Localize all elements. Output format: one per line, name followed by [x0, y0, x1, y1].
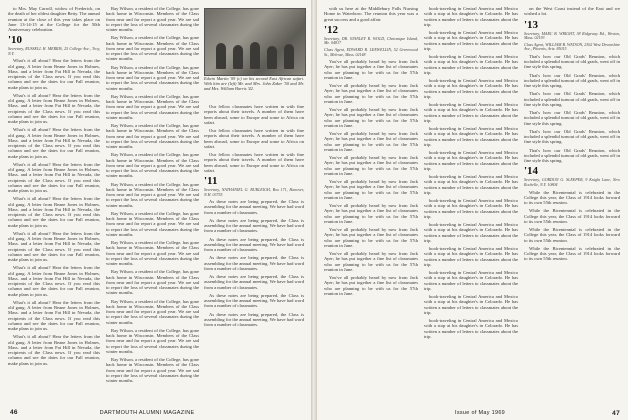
class-notes-intro: on the West Coast instead of the East and we wished a lot.	[524, 6, 620, 17]
right-column-1	[324, 6, 418, 402]
class-notes-body-repeat: book-traveling in Central America and Mexico with a stop at his daughter's in Colorado. He has written a number of letters to classmates about the trip.	[424, 222, 518, 243]
issue-date: Issue of May 1969	[455, 410, 506, 416]
class-notes-body-repeat: book-traveling in Central America and Mexico with a stop at his daughter's in Colorado. He has written a number of letters to classmates about the trip.	[424, 174, 518, 195]
class-notes-body-repeat: book-traveling in Central America and Mexico with a stop at his daughter's in Colorado. He has written a number of letters to classmates about the trip.	[424, 30, 518, 51]
class-notes-body: What's it all about? Hear the letters from the old gang. A letter from Beane Jones in Holmes, Mass. and a letter from Fat Hill in Nevada, the recipients of the Class news. If you read this column and see the dates for our Fall reunion, make plans to join us.	[8, 58, 100, 90]
class-notes-body-repeat: That's how our Old Grads' Reunion, which included a splendid turnout of old grads, went off in fine style this spring.	[524, 110, 620, 126]
class-notes-body-repeat: Ray Wilson, a resident of the College, has gone back home in Wisconsin. Members of the Class from near and far report a good year. We are sad to report the loss of several classmates during the winter months.	[106, 35, 199, 62]
class-notes-body-repeat: book-traveling in Central America and Mexico with a stop at his daughter's in Colorado. He has written a number of letters to classmates about the trip.	[424, 150, 518, 171]
class-notes-body: While the Bicentennial is celebrated in the College this year, the Class of 1914 looks forward to its own 55th reunion.	[524, 189, 620, 206]
class-notes-body-repeat: You've all probably heard by now from Jack Ayer; he has put together a fine list of classmates who are planning to be with us for the 57th reunion in June.	[324, 107, 418, 128]
class-notes-body-repeat: book-traveling in Central America and Mexico with a stop at his daughter's in Colorado. He has written a number of letters to classmates about the trip.	[424, 318, 518, 339]
class-notes-body-repeat: Ray Wilson, a resident of the College, has gone back home in Wisconsin. Members of the Class from near and far report a good year. We are sad to report the loss of several classmates during the winter months.	[106, 93, 199, 120]
class-notes-body-repeat: book-traveling in Central America and Mexico with a stop at his daughter's in Colorado. He has written a number of letters to classmates about the trip.	[424, 246, 518, 267]
right-page	[317, 0, 628, 420]
secretary-address: Secretary, RUSSELL H. MERRIS, 25 College Ave., Troy, N.Y.	[8, 46, 100, 56]
page-number: 47	[612, 410, 620, 417]
left-page-footer	[10, 409, 194, 416]
class-year-heading: '13	[524, 18, 539, 31]
class-notes-body-repeat: That's how our Old Grads' Reunion, which included a splendid turnout of old grads, went off in fine style this spring.	[524, 72, 620, 89]
class-notes-body-repeat: As these notes are being prepared, the Class is assembling for the annual meeting. We have had word from a number of classmates.	[204, 274, 304, 290]
class-notes-body-repeat: book-traveling in Central America and Mexico with a stop at his daughter's in Colorado. He has written a number of letters to classmates about the trip.	[424, 54, 518, 75]
left-column-1	[8, 6, 100, 402]
class-notes-body-repeat: You've all probably heard by now from Jack Ayer; he has put together a fine list of classmates who are planning to be with us for the 57th reunion in June.	[324, 251, 418, 272]
class-year-heading: '14	[524, 165, 539, 178]
class-notes-body-repeat: While the Bicentennial is celebrated in the College this year, the Class of 1914 looks forward to its own 55th reunion.	[524, 245, 620, 262]
class-notes-body-repeat: As these notes are being prepared, the Class is assembling for the annual meeting. We have had word from a number of classmates.	[204, 311, 304, 328]
class-notes-body: Our fellow classmates have written in with fine reports about their travels. A number of them have been abroad, some to Europe and some to Africa on safari.	[204, 104, 304, 125]
class-year-heading: '11	[204, 175, 218, 187]
class-notes-body-repeat: You've all probably heard by now from Jack Ayer; he has put together a fine list of classmates who are planning to be with us for the 57th reunion in June.	[324, 203, 418, 224]
class-notes-body: You've all probably heard by now from Jack Ayer; he has put together a fine list of classmates who are planning to be with us for the 57th reunion in June.	[324, 59, 418, 80]
class-notes-body-repeat: Ray Wilson, a resident of the College, has gone back home in Wisconsin. Members of the Class from near and far report a good year. We are sad to report the loss of several classmates during the winter months.	[106, 181, 199, 208]
class-notes-body-repeat: Our fellow classmates have written in with fine reports about their travels. A number of them have been abroad, some to Europe and some to Africa on safari.	[204, 128, 304, 149]
class-notes-body-repeat: Ray Wilson, a resident of the College, has gone back home in Wisconsin. Members of the Class from near and far report a good year. We are sad to report the loss of several classmates during the winter months.	[106, 210, 199, 237]
right-column-3	[524, 6, 620, 402]
class-agent-address: Class Agent, EDWARD B. LEEWELLIN, 52 Greenwood St., Melrose, Mass. 02148	[324, 46, 418, 57]
class-notes-body-repeat: Ray Wilson, a resident of the College, has gone back home in Wisconsin. Members of the Class from near and far report a good year. We are sad to report the loss of several classmates during the winter months.	[106, 64, 199, 91]
page-number: 46	[10, 409, 18, 416]
safari-photo	[204, 8, 306, 76]
right-column-2	[424, 6, 518, 402]
class-notes-body-repeat: What's it all about? Hear the letters from the old gang. A letter from Beane Jones in Holmes, Mass. and a letter from Fat Hill in Nevada, the recipients of the Class news. If you read this column and see the dates for our Fall reunion, make plans to join us.	[8, 334, 100, 366]
class-notes-body-repeat: What's it all about? Hear the letters from the old gang. A letter from Beane Jones in Holmes, Mass. and a letter from Fat Hill in Nevada, the recipients of the Class news. If you read this column and see the dates for our Fall reunion, make plans to join us.	[8, 196, 100, 228]
class-notes-body-repeat: Ray Wilson, a resident of the College, has gone back home in Wisconsin. Members of the Class from near and far report a good year. We are sad to report the loss of several classmates during the winter months.	[106, 152, 199, 179]
class-notes-body-repeat: What's it all about? Hear the letters from the old gang. A letter from Beane Jones in Holmes, Mass. and a letter from Fat Hill in Nevada, the recipients of the Class news. If you read this column and see the dates for our Fall reunion, make plans to join us.	[8, 92, 100, 125]
right-page-footer	[325, 410, 620, 416]
class-notes-body-repeat: While the Bicentennial is celebrated in the College this year, the Class of 1914 looks forward to its own 55th reunion.	[524, 227, 620, 243]
class-notes-body-repeat: Ray Wilson, a resident of the College, has gone back home in Wisconsin. Members of the Class from near and far report a good year. We are sad to report the loss of several classmates during the winter months.	[106, 269, 199, 296]
class-notes-body-repeat: What's it all about? Hear the letters from the old gang. A letter from Beane Jones in Holmes, Mass. and a letter from Fat Hill in Nevada, the recipients of the Class news. If you read this column and see the dates for our Fall reunion, make plans to join us.	[8, 161, 100, 194]
secretary-address: Secretary, NATHANIEL G. BURLEIGH, Box 171, Hanover, N.H. 03755	[204, 187, 304, 197]
class-notes-body-repeat: You've all probably heard by now from Jack Ayer; he has put together a fine list of classmates who are planning to be with us for the 57th reunion in June.	[324, 179, 418, 200]
class-notes-body-repeat: Our fellow classmates have written in with fine reports about their travels. A number of them have been abroad, some to Europe and some to Africa on safari.	[204, 152, 304, 173]
class-notes-body: That's how our Old Grads' Reunion, which included a splendid turnout of old grads, went off in fine style this spring.	[524, 53, 620, 70]
class-notes-body-repeat: That's how our Old Grads' Reunion, which included a splendid turnout of old grads, went off in fine style this spring.	[524, 91, 620, 107]
class-notes-body-repeat: As these notes are being prepared, the Class is assembling for the annual meeting. We have had word from a number of classmates.	[204, 236, 304, 253]
left-column-3	[204, 104, 304, 402]
class-notes-body-repeat: What's it all about? Hear the letters from the old gang. A letter from Beane Jones in Holmes, Mass. and a letter from Fat Hill in Nevada, the recipients of the Class news. If you read this column and see the dates for our Fall reunion, make plans to join us.	[8, 299, 100, 332]
class-notes-body-repeat: You've all probably heard by now from Jack Ayer; he has put together a fine list of classmates who are planning to be with us for the 57th reunion in June.	[324, 227, 418, 248]
class-notes-body-repeat: Ray Wilson, a resident of the College, has gone back home in Wisconsin. Members of the Class from near and far report a good year. We are sad to report the loss of several classmates during the winter months.	[106, 240, 199, 266]
class-notes-body-repeat: What's it all about? Hear the letters from the old gang. A letter from Beane Jones in Holmes, Mass. and a letter from Fat Hill in Nevada, the recipients of the Class news. If you read this column and see the dates for our Fall reunion, make plans to join us.	[8, 230, 100, 263]
class-notes-body-repeat: As these notes are being prepared, the Class is assembling for the annual meeting. We have had word from a number of classmates.	[204, 292, 304, 309]
class-notes-body-repeat: Ray Wilson, a resident of the College, has gone back home in Wisconsin. Members of the Class from near and far report a good year. We are sad to report the loss of several classmates during the winter months.	[106, 327, 199, 354]
photo-caption: Edwin Martin '09 (c) on his second East African safari. With him are (left) Mr. and Mrs. John Zaker '50 and Mr. and Mrs. William Harris '42.	[204, 76, 304, 91]
class-notes-body-repeat: book-traveling in Central America and Mexico with a stop at his daughter's in Colorado. He has written a number of letters to classmates about the trip.	[424, 126, 518, 147]
class-notes-body-repeat: You've all probably heard by now from Jack Ayer; he has put together a fine list of classmates who are planning to be with us for the 57th reunion in June.	[324, 83, 418, 104]
class-notes-body-repeat: As these notes are being prepared, the Class is assembling for the annual meeting. We have had word from a number of classmates.	[204, 217, 304, 234]
magazine-title: DARTMOUTH ALUMNI MAGAZINE	[99, 410, 195, 416]
class-notes-body-repeat: Ray Wilson, a resident of the College, has gone back home in Wisconsin. Members of the Class from near and far report a good year. We are sad to report the loss of several classmates during the winter months.	[106, 357, 199, 383]
class-notes-body-repeat: book-traveling in Central America and Mexico with a stop at his daughter's in Colorado. He has written a number of letters to classmates about the trip.	[424, 78, 518, 99]
class-agent-address: Class Agent, WILLIAM B. WATSON, 2302 West Devonshire Ave., Phoenix, Ariz. 85015	[524, 41, 620, 52]
class-notes-body-repeat: You've all probably heard by now from Jack Ayer; he has put together a fine list of classmates who are planning to be with us for the 57th reunion in June.	[324, 131, 418, 152]
class-notes-body-repeat: While the Bicentennial is celebrated in the College this year, the Class of 1914 looks forward to its own 55th reunion.	[524, 208, 620, 224]
class-notes-body-repeat: As these notes are being prepared, the Class is assembling for the annual meeting. We have had word from a number of classmates.	[204, 255, 304, 271]
class-notes-body: As these notes are being prepared, the Class is assembling for the annual meeting. We have had word from a number of classmates.	[204, 199, 304, 215]
class-notes-body-repeat: book-traveling in Central America and Mexico with a stop at his daughter's in Colorado. He has written a number of letters to classmates about the trip.	[424, 198, 518, 219]
class-notes-body-repeat: Ray Wilson, a resident of the College, has gone back home in Wisconsin. Members of the Class from near and far report a good year. We are sad to report the loss of several classmates during the winter months.	[106, 123, 199, 149]
secretary-address: Secretary, GORDON G. SLEEPER, 9 Knight Lane, New Rochelle, N.Y. 10804	[524, 177, 620, 187]
secretary-address: Secretary, DR. STANLEY R. WOLD, Chetomque Island, Me. 04817	[324, 35, 418, 46]
class-notes-body-repeat: Ray Wilson, a resident of the College, has gone back home in Wisconsin. Members of the Class from near and far report a good year. We are sad to report the loss of several classmates during the winter months.	[106, 298, 199, 325]
class-notes-body-repeat: book-traveling in Central America and Mexico with a stop at his daughter's in Colorado. He has written a number of letters to classmates about the trip.	[424, 102, 518, 123]
class-notes-body-repeat: You've all probably heard by now from Jack Ayer; he has put together a fine list of classmates who are planning to be with us for the 57th reunion in June.	[324, 275, 418, 296]
class-notes-intro: to Mrs. May Carroll, widow of Frederick, on the death of her oldest daughter Betty. The annual reunion at the close of this year takes place on June 13-14-15 at the College for the 50th Anniversary celebration.	[8, 6, 100, 32]
left-page	[0, 0, 311, 420]
class-notes-body-repeat: What's it all about? Hear the letters from the old gang. A letter from Beane Jones in Holmes, Mass. and a letter from Fat Hill in Nevada, the recipients of the Class news. If you read this column and see the dates for our Fall reunion, make plans to join us.	[8, 127, 100, 159]
class-notes-body-repeat: book-traveling in Central America and Mexico with a stop at his daughter's in Colorado. He has written a number of letters to classmates about the trip.	[424, 294, 518, 315]
secretary-address: Secretary, MARC B. WRIGHT, 38 Ridgeway Rd., Weston, Mass. 02193	[524, 30, 620, 41]
class-year-heading: '12	[324, 23, 339, 36]
class-notes-body: Ray Wilson, a resident of the College, has gone back home in Wisconsin. Members of the Class from near and far report a good year. We are sad to report the loss of several classmates during the winter months.	[106, 6, 199, 32]
class-year-heading: '10	[8, 34, 23, 47]
class-notes-body-repeat: You've all probably heard by now from Jack Ayer; he has put together a fine list of classmates who are planning to be with us for the 57th reunion in June.	[324, 155, 418, 176]
class-notes-body-repeat: book-traveling in Central America and Mexico with a stop at his daughter's in Colorado. He has written a number of letters to classmates about the trip.	[424, 270, 518, 291]
photo-figures	[213, 39, 297, 69]
class-notes-body-repeat: What's it all about? Hear the letters from the old gang. A letter from Beane Jones in Holmes, Mass. and a letter from Fat Hill in Nevada, the recipients of the Class news. If you read this column and see the dates for our Fall reunion, make plans to join us.	[8, 265, 100, 297]
class-notes-body-repeat: That's how our Old Grads' Reunion, which included a splendid turnout of old grads, went off in fine style this spring.	[524, 147, 620, 164]
class-notes-intro: with us here at the Middlebury Falls Nursing Home in Waterboro. The reunion this year was a great success and a good affair.	[324, 6, 418, 22]
left-column-2	[106, 6, 199, 402]
class-notes-body: book-traveling in Central America and Mexico with a stop at his daughter's in Colorado. He has written a number of letters to classmates about the trip.	[424, 6, 518, 27]
class-notes-body-repeat: That's how our Old Grads' Reunion, which included a splendid turnout of old grads, went off in fine style this spring.	[524, 128, 620, 145]
